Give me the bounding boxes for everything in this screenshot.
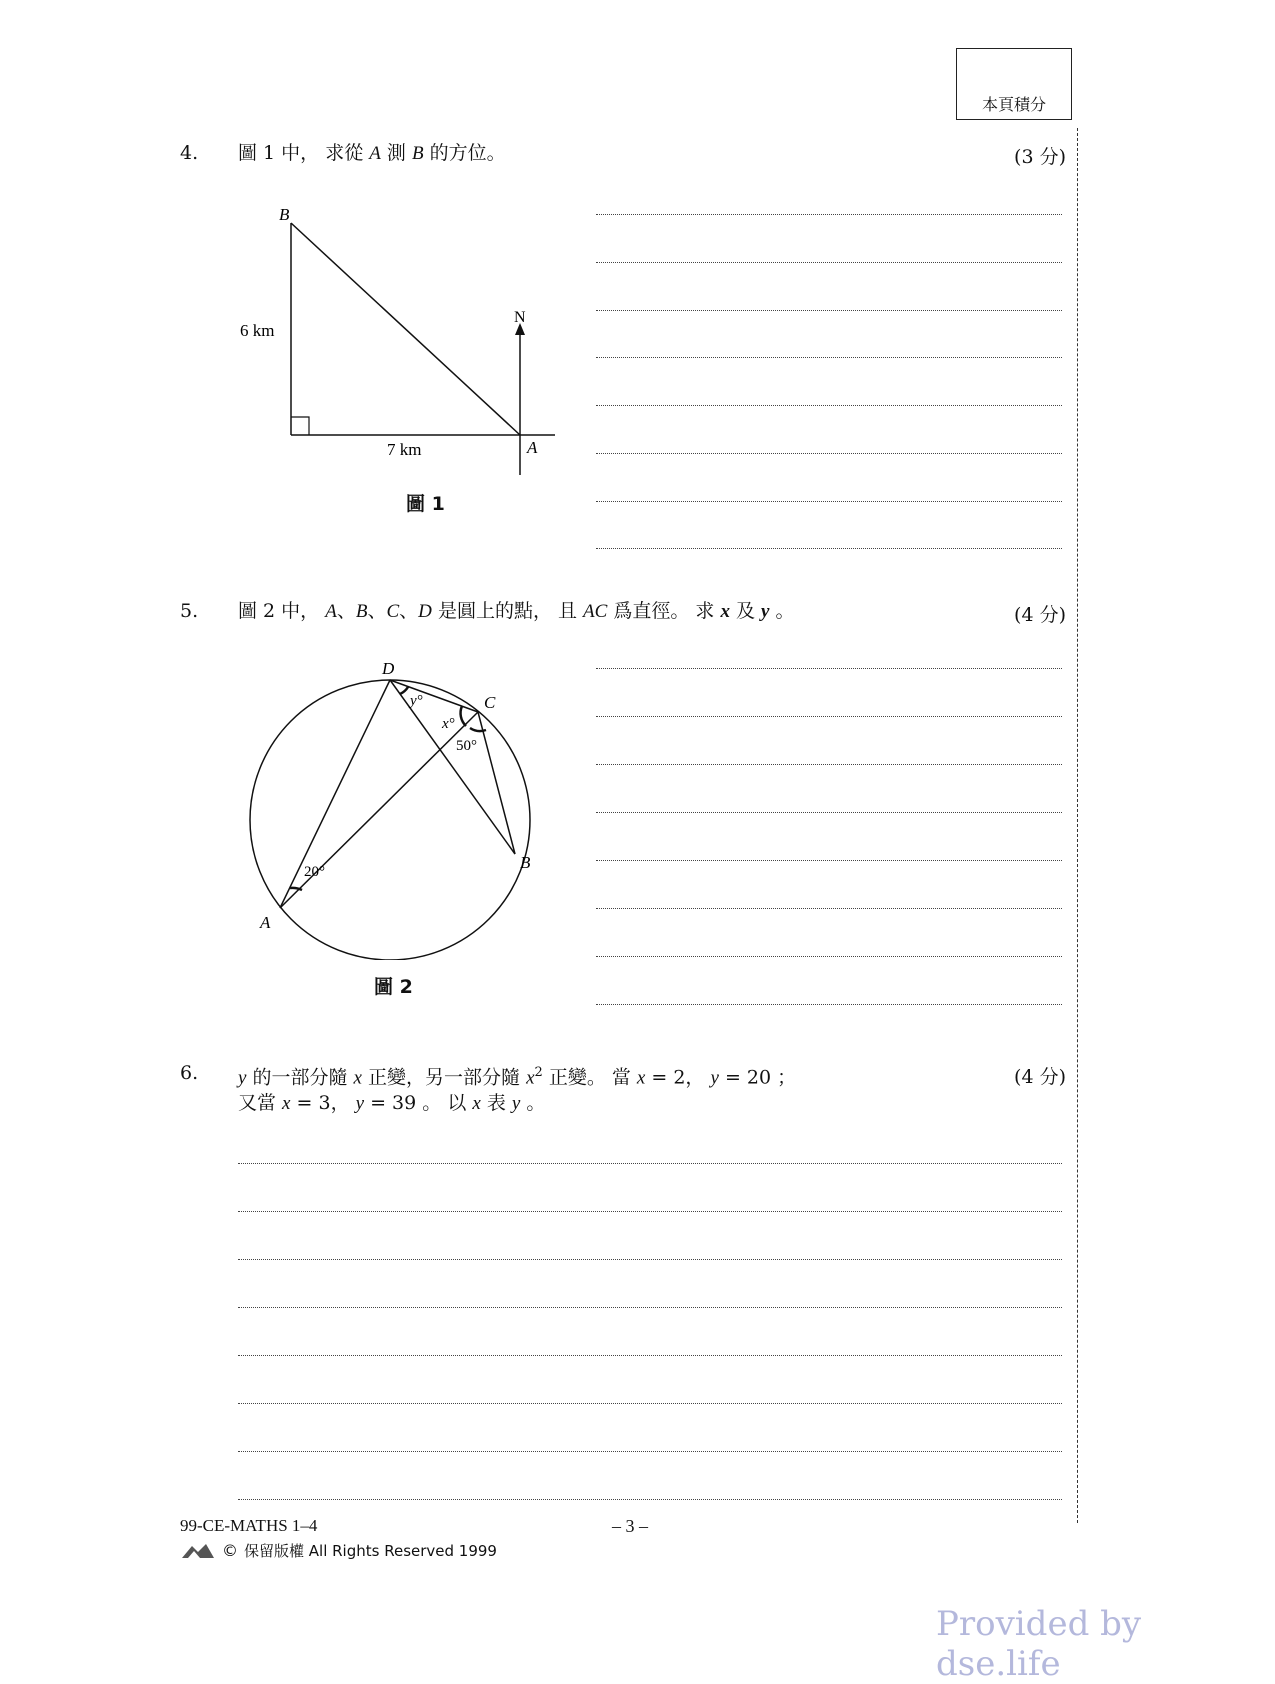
figure-2-label-d: D (382, 659, 395, 678)
answer-line[interactable] (596, 405, 1062, 406)
answer-line[interactable] (596, 908, 1062, 909)
page-score-box (956, 48, 1072, 120)
figure-2-angle-x: x° (442, 716, 455, 732)
answer-line[interactable] (596, 956, 1062, 957)
question-4-text: 圖 1 中， 求從 A 測 B 的方位。 (238, 142, 506, 164)
answer-line[interactable] (596, 310, 1062, 311)
question-6-number: 6. (180, 1062, 199, 1084)
question-6-line-1: y 的一部分隨 x 正變，另一部分隨 $x^2$ 正變。 當 x = 2， y = 20 ； (238, 1065, 797, 1089)
figure-1-label-b: B (279, 205, 290, 224)
figure-1 (240, 195, 570, 525)
question-6-line-2: 又當 x = 3， y = 39 。 以 x 表 y 。 (238, 1092, 546, 1114)
answer-line[interactable] (238, 1259, 1062, 1260)
answer-line[interactable] (238, 1355, 1062, 1356)
answer-line[interactable] (596, 716, 1062, 717)
question-5-number: 5. (180, 600, 199, 622)
hkeaa-logo-icon (180, 1542, 216, 1560)
figure-2-label-c: C (484, 693, 496, 712)
answer-line[interactable] (596, 668, 1062, 669)
question-5-marks: (4 分) (1014, 604, 1066, 626)
rights-reserved-text: 保留版權 All Rights Reserved 1999 (244, 1542, 497, 1560)
question-6-marks: (4 分) (1014, 1066, 1066, 1088)
answer-line[interactable] (596, 262, 1062, 263)
question-4-marks: (3 分) (1014, 146, 1066, 168)
answer-line[interactable] (596, 501, 1062, 502)
page-score-label: 本頁積分 (981, 95, 1046, 114)
answer-line[interactable] (596, 214, 1062, 215)
exam-code: 99-CE-MATHS 1–4 (180, 1516, 318, 1535)
answer-line[interactable] (238, 1211, 1062, 1212)
answer-line[interactable] (238, 1499, 1062, 1500)
answer-line[interactable] (596, 812, 1062, 813)
watermark-text: Provided by dse.life (936, 1604, 1142, 1684)
figure-1-side-7km: 7 km (387, 440, 422, 459)
answer-line[interactable] (238, 1307, 1062, 1308)
figure-2-angle-y: y° (410, 693, 423, 709)
margin-dashed-line (1077, 128, 1078, 1523)
answer-line[interactable] (596, 548, 1062, 549)
figure-2 (230, 650, 550, 960)
question-5-text: 圖 2 中， A、B、C、D 是圓上的點， 且 AC 爲直徑。 求 x 及 y 。 (238, 600, 795, 622)
figure-1-label-n: N (514, 309, 526, 326)
answer-line[interactable] (238, 1451, 1062, 1452)
answer-line[interactable] (596, 357, 1062, 358)
page-number: – 3 – (612, 1516, 648, 1536)
figure-1-caption: 圖 1 (406, 493, 445, 515)
figure-2-label-a: A (260, 913, 271, 932)
question-4-number: 4. (180, 142, 199, 164)
answer-line[interactable] (596, 860, 1062, 861)
figure-2-angle-50: 50° (456, 738, 477, 754)
answer-line[interactable] (238, 1163, 1062, 1164)
figure-2-angle-20: 20° (304, 864, 325, 880)
answer-line[interactable] (238, 1403, 1062, 1404)
copyright-icon: © (222, 1541, 238, 1560)
answer-line[interactable] (596, 1004, 1062, 1005)
copyright-line (180, 1540, 497, 1561)
figure-1-label-a: A (527, 438, 538, 457)
answer-line[interactable] (596, 453, 1062, 454)
answer-line[interactable] (596, 764, 1062, 765)
figure-2-label-b: B (520, 853, 531, 872)
figure-1-side-6km: 6 km (240, 321, 275, 340)
figure-2-caption: 圖 2 (374, 976, 413, 998)
